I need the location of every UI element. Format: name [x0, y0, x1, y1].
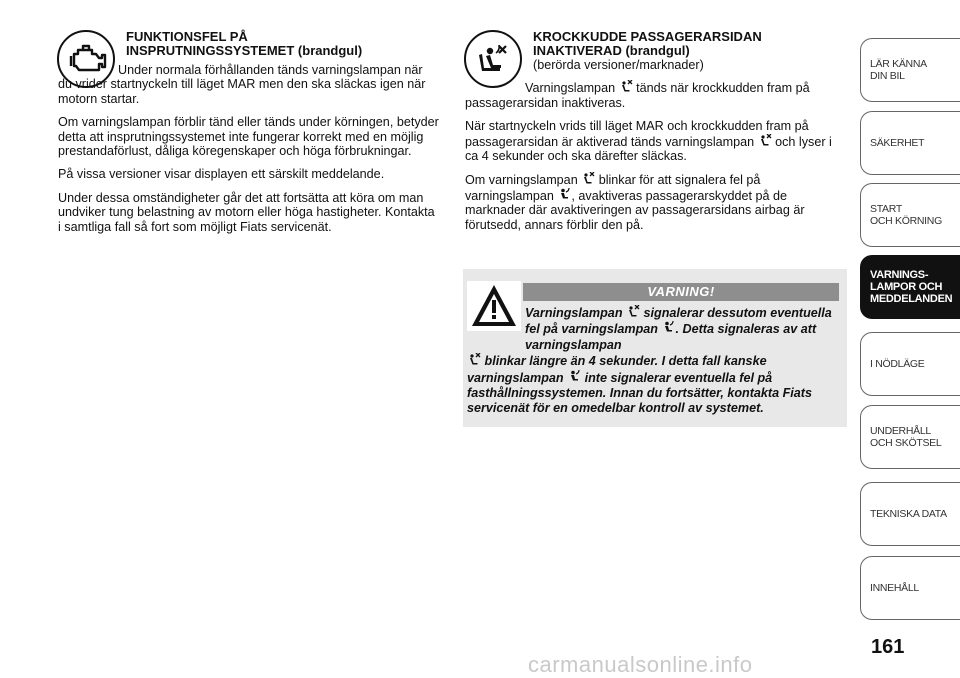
- text: Om varningslampan: [465, 173, 578, 188]
- heading-line-1: FUNKTIONSFEL PÅ: [126, 29, 248, 44]
- text: och lyser i ca 4 sekunder och ska därefter släckas.: [465, 134, 832, 164]
- seated-person-airbag-icon: [661, 321, 675, 334]
- heading-line-1: KROCKKUDDE PASSAGERARSIDAN: [533, 29, 762, 44]
- text: Varningslampan: [525, 81, 616, 96]
- text: Varningslampan: [525, 306, 623, 320]
- paragraph: Under dessa omständigheter går det att fortsätta att köra om man undviker tung belastning av motorn eller höga hastigheter. Kontakta i samtliga fall så fort som möjligt Fiats servicenät.: [58, 190, 435, 234]
- paragraph: [465, 119, 845, 163]
- text: blinkar för att signalera fel på varningslampan: [465, 173, 761, 203]
- text: signalerar dessutom eventuella fel på varningslampan: [525, 306, 832, 337]
- passenger-airbag-off-icon: [758, 134, 772, 147]
- heading-line-2: INSPRUTNINGSSYSTEMET: [126, 43, 295, 58]
- passenger-airbag-off-icon: [581, 172, 595, 185]
- paragraph: [465, 80, 845, 110]
- heading-line-2: INAKTIVERAD: [533, 43, 622, 58]
- section-heading: [126, 30, 440, 58]
- warning-banner: VARNING!: [523, 283, 839, 301]
- sidebar-tab-start[interactable]: START OCH KÖRNING: [860, 183, 960, 247]
- paragraph: Under normala förhållanden tänds varningslampan när du vrider startnyckeln till läget MAR men den ska släckas igen när motorn startar.: [58, 63, 426, 106]
- page-number: 161: [871, 636, 905, 658]
- section-subheading: (berörda versioner/marknader): [533, 58, 704, 72]
- text: tänds när krockkudden fram på passagerarsidan inaktiveras.: [465, 81, 810, 110]
- passenger-airbag-off-icon: [626, 305, 640, 318]
- sidebar-tab-nodlage[interactable]: I NÖDLÄGE: [860, 332, 960, 396]
- paragraph: [465, 172, 845, 232]
- seated-person-airbag-icon: [557, 188, 571, 201]
- sidebar-tab-lar-kanna[interactable]: LÄR KÄNNA DIN BIL: [860, 38, 960, 102]
- sidebar-tab-tekniska-data[interactable]: TEKNISKA DATA: [860, 482, 960, 546]
- sidebar-tab-sakerhet[interactable]: SÄKERHET: [860, 111, 960, 175]
- warning-box: [463, 269, 847, 427]
- passenger-airbag-off-icon: [467, 353, 481, 366]
- warning-text: [467, 305, 843, 417]
- paragraph: På vissa versioner visar displayen ett särskilt meddelande.: [58, 167, 385, 182]
- paragraph: Om varningslampan förblir tänd eller tänds under körningen, betyder detta att insprutningssystemet inte fungerar korrekt med en möjlig prestandaförlust, dåliga köregenskaper och höga förbrukningar.: [58, 115, 439, 159]
- airbag-section: [465, 30, 845, 241]
- section-heading: [533, 30, 845, 58]
- seated-person-airbag-icon: [567, 370, 581, 383]
- text: . Detta signaleras av att varningslampan: [525, 322, 817, 352]
- heading-suffix: (brandgul): [297, 43, 363, 58]
- watermark: carmanualsonline.info: [528, 652, 753, 677]
- sidebar-tab-innehall[interactable]: INNEHÅLL: [860, 556, 960, 620]
- engine-fault-section: [58, 30, 440, 243]
- text: När startnyckeln vrids till läget MAR och krockkudden fram på passagerarsidan är aktiverad tänds varningslampan: [465, 119, 809, 149]
- heading-suffix: (brandgul): [625, 43, 690, 58]
- sidebar-tab-varningslampor[interactable]: VARNINGS- LAMPOR OCH MEDDELANDEN: [860, 255, 960, 319]
- sidebar-tab-underhall[interactable]: UNDERHÅLL OCH SKÖTSEL: [860, 405, 960, 469]
- text: inte signalerar eventuella fel på fasthållningssystemen. Innan du fortsätter, kontakta Fiats servicenät för en omedelbar kontroll av systemet.: [467, 370, 813, 416]
- passenger-airbag-off-icon: [619, 80, 633, 93]
- text: , avaktiveras passagerarskyddet på de marknader där avaktiveringen av passagerarsidans airbag är förutsedd, annars förblir den på.: [465, 188, 805, 232]
- text: blinkar längre än 4 sekunder. I detta fall kanske varningslampan: [467, 354, 767, 385]
